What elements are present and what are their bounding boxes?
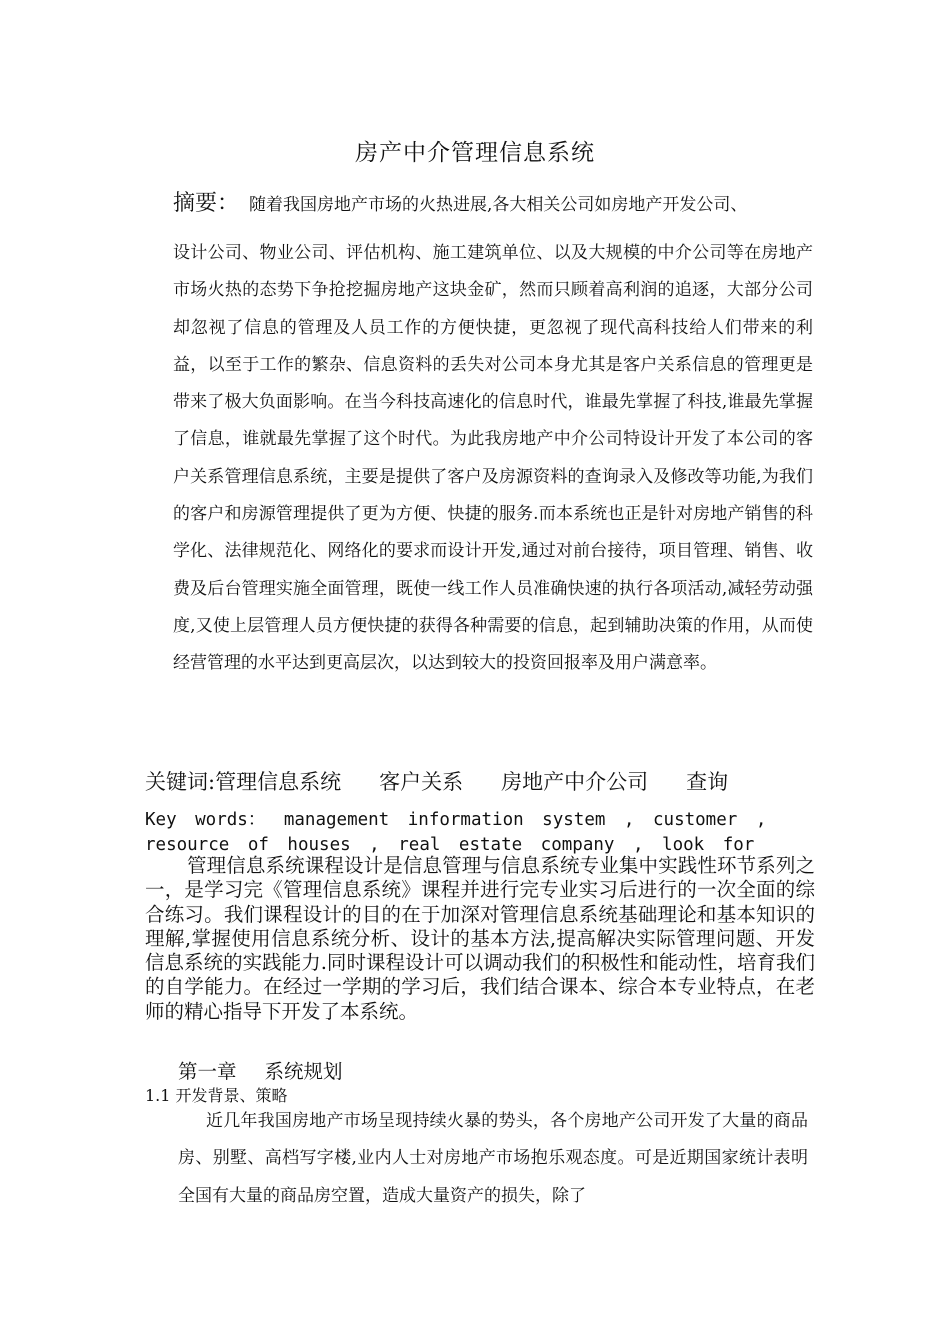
- keyword-item: 房地产中介公司: [501, 770, 649, 794]
- chapter-title: 系统规划: [264, 1060, 343, 1083]
- chapter-heading: [178, 1056, 343, 1084]
- keyword-item: 查询: [686, 770, 729, 794]
- document-title: 房产中介管理信息系统: [355, 140, 595, 166]
- section-paragraph: 近几年我国房地产市场呈现持续火暴的势头，各个房地产公司开发了大量的商品房、别墅、高档写字楼,业内人士对房地产市场抱乐观态度。可是近期国家统计表明全国有大量的商品房空置，造成大量资产的损失，除了: [178, 1111, 808, 1206]
- intro-paragraph: 管理信息系统课程设计是信息管理与信息系统专业集中实践性环节系列之一，是学习完《管理信息系统》课程并进行完专业实习后进行的一次全面的综合练习。我们课程设计的目的在于加深对管理信息系统基础理论和基本知识的理解,掌握使用信息系统分析、设计的基本方法,提高解决实际管理问题、开发信息系统的实践能力.同时课程设计可以调动我们的积极性和能动性，培育我们的自学能力。在经过一学期的学习后，我们结合课本、综合本专业特点，在老师的精心指导下开发了本系统。: [145, 854, 815, 1023]
- keyword-item: 客户关系: [379, 770, 464, 794]
- keywords-line: [145, 766, 845, 796]
- abstract-body: 设计公司、物业公司、评估机构、施工建筑单位、以及大规模的中介公司等在房地产市场火热的态势下争抢挖掘房地产这块金矿，然而只顾着高利润的追逐，大部分公司却忽视了信息的管理及人员工作的方便快捷，更忽视了现代高科技给人们带来的利益，以至于工作的繁杂、信息资料的丢失对公司本身尤其是客户关系信息的管理更是带来了极大负面影响。在当今科技高速化的信息时代，谁最先掌握了科技,谁最先掌握了信息，谁就最先掌握了这个时代。为此我房地产中介公司特设计开发了本公司的客户关系管理信息系统，主要是提供了客户及房源资料的查询录入及修改等功能,为我们的客户和房源管理提供了更为方便、快捷的服务.而本系统也正是针对房地产销售的科学化、法律规范化、网络化的要求而设计开发,通过对前台接待，项目管理、销售、收费及后台管理实施全面管理，既使一线工作人员准确快速的执行各项活动,减轻劳动强度,又使上层管理人员方便快捷的获得各种需要的信息，起到辅助决策的作用，从而使经营管理的水平达到更高层次，以达到较大的投资回报率及用户满意率。: [173, 243, 813, 674]
- abstract-label: 摘要：: [173, 191, 240, 216]
- english-keywords: Key words： management information system , customer , resource of houses , real estate company , look for: [145, 810, 767, 855]
- abstract-first-text: 随着我国房地产市场的火热进展,各大相关公司如房地产开发公司、: [249, 195, 748, 215]
- keyword-item: 管理信息系统: [215, 770, 342, 794]
- abstract-first-line: [173, 186, 823, 217]
- keywords-label: 关键词:: [145, 770, 216, 794]
- section-heading: 1.1 开发背景、策略: [145, 1086, 288, 1105]
- chapter-number: 第一章: [178, 1060, 237, 1083]
